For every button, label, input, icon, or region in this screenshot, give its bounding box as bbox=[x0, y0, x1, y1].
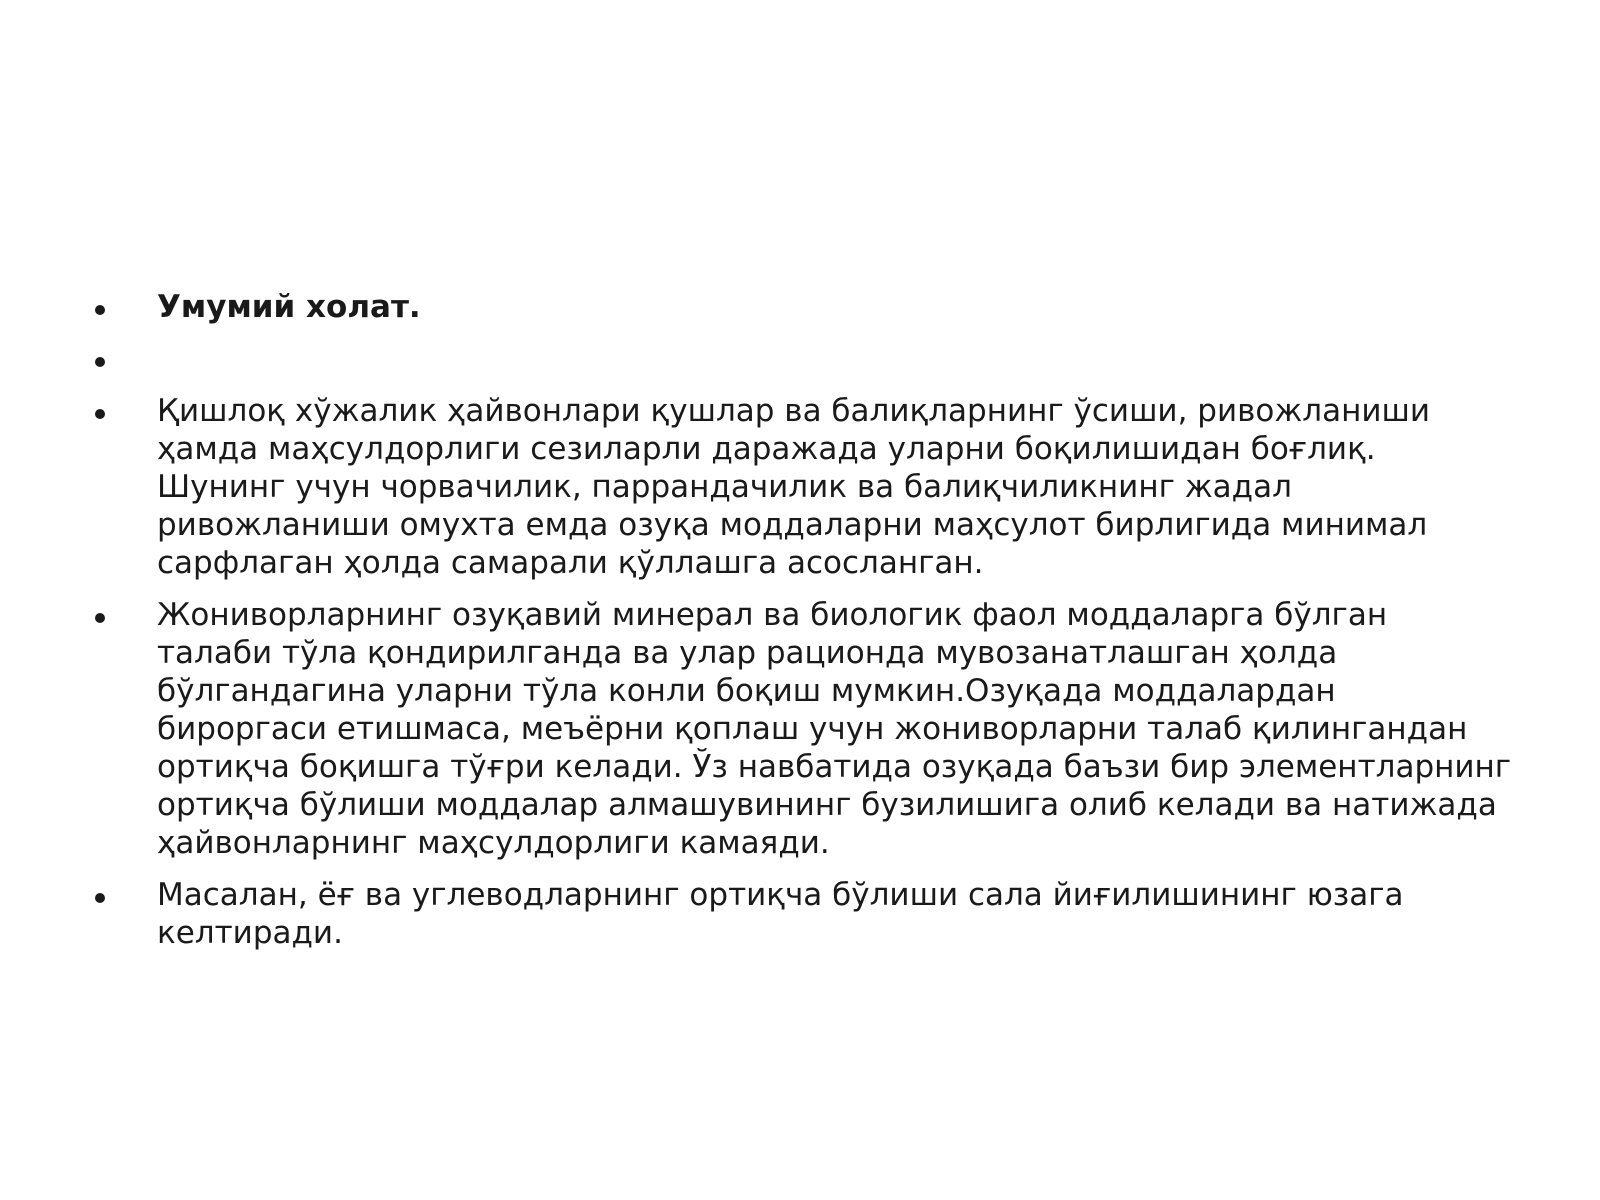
bullet-dot-icon bbox=[95, 409, 105, 419]
bullet-item-empty bbox=[92, 340, 1512, 378]
bullet-dot-icon bbox=[95, 613, 105, 623]
bullet-dot-icon bbox=[95, 357, 105, 367]
bullet-item-paragraph-3 bbox=[92, 876, 1512, 952]
bullet-paragraph-3-text: Масалан, ёғ ва углеводларнинг ортиқча бўлиши сала йиғилишининг юзага келтиради. bbox=[157, 877, 1404, 951]
bullet-list bbox=[92, 288, 1512, 966]
bullet-heading-text: Умумий холат. bbox=[157, 289, 421, 325]
bullet-item-heading bbox=[92, 288, 1512, 326]
bullet-item-paragraph-1 bbox=[92, 392, 1512, 582]
bullet-paragraph-1-text: Қишлоқ хўжалик ҳайвонлари қушлар ва балиқларнинг ўсиши, ривожланиши ҳамда маҳсулдорлиги сезиларли даражада уларни боқилишидан боғлиқ. Шунинг учун чорвачилик, паррандачилик ва балиқчиликнинг жадал ривожланиши омухта емда озуқа моддаларни маҳсулот бирлигида минимал сарфлаган ҳолда самарали қўллашга асосланган. bbox=[157, 393, 1431, 581]
bullet-dot-icon bbox=[95, 305, 105, 315]
bullet-dot-icon bbox=[95, 893, 105, 903]
bullet-item-paragraph-2 bbox=[92, 596, 1512, 862]
bullet-paragraph-2-text: Жониворларнинг озуқавий минерал ва биологик фаол моддаларга бўлган талаби тўла қондирилганда ва улар рационда мувозанатлашган ҳолда бўлгандагина уларни тўла конли боқиш мумкин.Озуқада моддалардан бироргаси етишмаса, меъёрни қоплаш учун жониворларни талаб қилингандан ортиқча боқишга тўғри келади. Ўз навбатида озуқада баъзи бир элементларнинг ортиқча бўлиши моддалар алмашувининг бузилишига олиб келади ва натижада ҳайвонларнинг маҳсулдорлиги камаяди. bbox=[157, 597, 1512, 861]
